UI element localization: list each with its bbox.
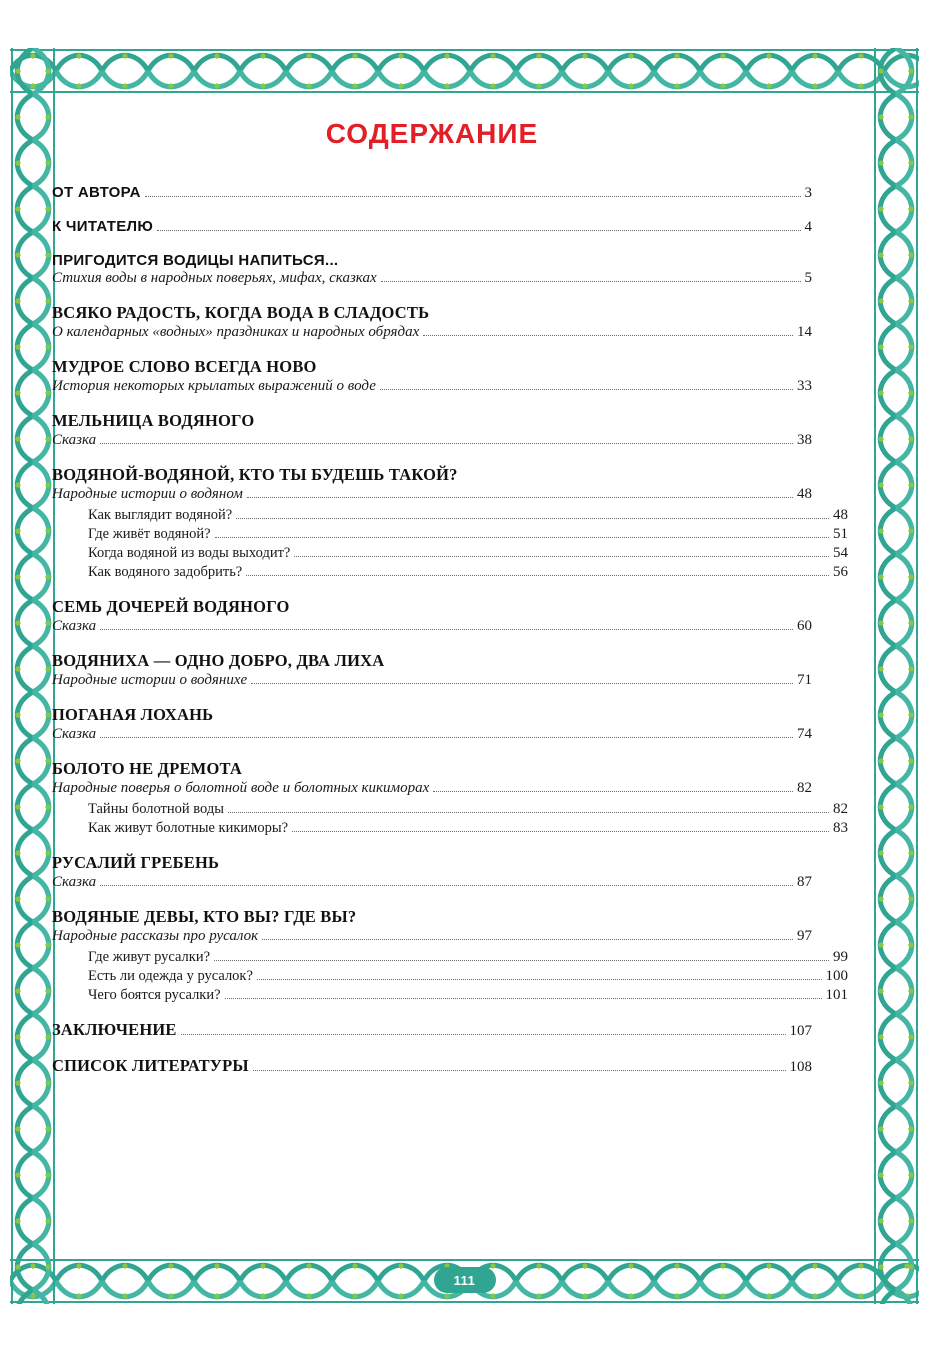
toc-entry-page: 14 xyxy=(797,324,812,340)
toc-subentry-label: Как выглядит водяной? xyxy=(88,507,233,523)
toc-entry-page: 82 xyxy=(797,780,812,796)
page-number-badge: 111 xyxy=(434,1267,496,1293)
toc-entry-heading: ОТ АВТОРА xyxy=(52,184,141,201)
toc-subentry-page: 54 xyxy=(833,545,848,561)
toc-subentry-label: Где живёт водяной? xyxy=(88,526,211,542)
dot-leader xyxy=(423,334,793,336)
toc-entry-page: 108 xyxy=(789,1059,812,1075)
toc-entry-heading: МЕЛЬНИЦА ВОДЯНОГО xyxy=(52,411,255,430)
toc-entry-page: 87 xyxy=(797,874,812,890)
dot-leader xyxy=(253,1069,786,1071)
toc-subentry-label: Где живут русалки? xyxy=(88,949,211,965)
dot-leader xyxy=(100,442,793,444)
dot-leader xyxy=(236,517,829,519)
toc-entry-list xyxy=(52,184,848,1076)
dot-leader xyxy=(215,536,829,538)
toc-entry-page: 107 xyxy=(789,1023,812,1039)
toc-entry-heading: СПИСОК ЛИТЕРАТУРЫ xyxy=(52,1056,249,1075)
toc-entry-heading: ВОДЯНОЙ-ВОДЯНОЙ, КТО ТЫ БУДЕШЬ ТАКОЙ? xyxy=(52,465,458,484)
toc-entry-page: 3 xyxy=(804,185,812,201)
toc-entry[interactable] xyxy=(52,465,848,581)
toc-entry-heading: РУСАЛИЙ ГРЕБЕНЬ xyxy=(52,853,220,872)
dot-leader xyxy=(294,555,829,557)
toc-entry[interactable] xyxy=(52,218,812,236)
toc-entry-heading: БОЛОТО НЕ ДРЕМОТА xyxy=(52,759,242,778)
toc-entry-subtitle: Сказка xyxy=(52,618,97,634)
toc-subentry-page: 48 xyxy=(833,507,848,523)
toc-entry-heading-row[interactable] xyxy=(52,218,812,236)
toc-subentry[interactable] xyxy=(88,801,848,818)
dot-leader xyxy=(380,388,793,390)
toc-entry-page: 60 xyxy=(797,618,812,634)
toc-subentry-page: 99 xyxy=(833,949,848,965)
toc-entry-heading: К ЧИТАТЕЛЮ xyxy=(52,218,154,235)
toc-entry[interactable] xyxy=(52,597,812,635)
toc-subentry-page: 56 xyxy=(833,564,848,580)
decorative-border-right xyxy=(873,48,919,1304)
toc-entry[interactable] xyxy=(52,853,812,891)
toc-entry-heading: ВОДЯНИХА — ОДНО ДОБРО, ДВА ЛИХА xyxy=(52,651,385,670)
toc-entry-heading: СЕМЬ ДОЧЕРЕЙ ВОДЯНОГО xyxy=(52,597,290,616)
toc-subentry-label: Тайны болотной воды xyxy=(88,801,224,817)
dot-leader xyxy=(257,978,822,980)
toc-entry-subtitle: Народные истории о водяном xyxy=(52,486,243,502)
toc-entry[interactable] xyxy=(52,907,848,1004)
toc-entry[interactable] xyxy=(52,184,812,202)
toc-entry-subtitle-row[interactable] xyxy=(52,672,812,689)
dot-leader xyxy=(214,959,829,961)
toc-entry-subtitle-row[interactable] xyxy=(52,378,812,395)
toc-subentry-label: Есть ли одежда у русалок? xyxy=(88,968,253,984)
toc-entry-subtitle-row[interactable] xyxy=(52,270,812,287)
toc-entry-page: 97 xyxy=(797,928,812,944)
dot-leader xyxy=(181,1033,786,1035)
toc-subentry-page: 82 xyxy=(833,801,848,817)
toc-subentry[interactable] xyxy=(88,949,848,966)
toc-entry-heading: ПРИГОДИТСЯ ВОДИЦЫ НАПИТЬСЯ... xyxy=(52,252,339,269)
dot-leader xyxy=(246,574,829,576)
toc-entry[interactable] xyxy=(52,1020,812,1040)
toc-entry[interactable] xyxy=(52,357,812,395)
toc-entry-subtitle-row[interactable] xyxy=(52,928,812,945)
toc-subentry-list xyxy=(52,949,848,1004)
toc-entry-subtitle-row[interactable] xyxy=(52,726,812,743)
toc-entry[interactable] xyxy=(52,252,812,287)
toc-entry-subtitle: Народные рассказы про русалок xyxy=(52,928,259,944)
toc-entry-subtitle-row[interactable] xyxy=(52,324,812,341)
toc-entry-subtitle: О календарных «водных» праздниках и народных обрядах xyxy=(52,324,420,340)
page-title: СОДЕРЖАНИЕ xyxy=(325,118,539,149)
toc-entry-heading: ПОГАНАЯ ЛОХАНЬ xyxy=(52,705,214,724)
dot-leader xyxy=(251,682,793,684)
table-of-contents xyxy=(52,100,848,1092)
toc-entry-subtitle-row[interactable] xyxy=(52,780,812,797)
toc-entry-subtitle-row[interactable] xyxy=(52,618,812,635)
toc-entry[interactable] xyxy=(52,411,812,449)
toc-subentry-label: Как живут болотные кикиморы? xyxy=(88,820,289,836)
toc-entry-page: 33 xyxy=(797,378,812,394)
toc-entry-page: 38 xyxy=(797,432,812,448)
toc-subentry[interactable] xyxy=(88,968,848,985)
toc-entry-subtitle: Сказка xyxy=(52,874,97,890)
toc-entry-subtitle-row[interactable] xyxy=(52,432,812,449)
toc-entry-subtitle: Сказка xyxy=(52,432,97,448)
dot-leader xyxy=(157,229,800,231)
toc-entry-subtitle: Стихия воды в народных поверьях, мифах, сказках xyxy=(52,270,377,286)
toc-subentry-page: 101 xyxy=(825,987,848,1003)
toc-entry-subtitle-row[interactable] xyxy=(52,486,812,503)
dot-leader xyxy=(381,280,801,282)
dot-leader xyxy=(100,736,793,738)
dot-leader xyxy=(225,997,822,999)
toc-subentry-label: Чего боятся русалки? xyxy=(88,987,221,1003)
dot-leader xyxy=(262,938,793,940)
toc-entry-page: 71 xyxy=(797,672,812,688)
toc-entry[interactable] xyxy=(52,1056,812,1076)
toc-entry[interactable] xyxy=(52,759,848,837)
dot-leader xyxy=(292,830,829,832)
toc-subentry[interactable] xyxy=(88,564,848,581)
toc-subentry[interactable] xyxy=(88,526,848,543)
decorative-border-left xyxy=(10,48,56,1304)
toc-entry-heading: ВСЯКО РАДОСТЬ, КОГДА ВОДА В СЛАДОСТЬ xyxy=(52,303,430,322)
toc-subentry[interactable] xyxy=(88,545,848,562)
toc-entry[interactable] xyxy=(52,705,812,743)
dot-leader xyxy=(433,790,793,792)
toc-entry-subtitle: История некоторых крылатых выражений о воде xyxy=(52,378,376,394)
toc-entry[interactable] xyxy=(52,303,812,341)
toc-subentry[interactable] xyxy=(88,987,848,1004)
toc-entry-heading-row[interactable] xyxy=(52,184,812,202)
dot-leader xyxy=(247,496,793,498)
toc-entry-subtitle: Народные истории о водянихе xyxy=(52,672,248,688)
toc-subentry-label: Когда водяной из воды выходит? xyxy=(88,545,291,561)
dot-leader xyxy=(100,884,793,886)
dot-leader xyxy=(100,628,793,630)
toc-entry-page: 5 xyxy=(804,270,812,286)
toc-entry-heading: МУДРОЕ СЛОВО ВСЕГДА НОВО xyxy=(52,357,317,376)
toc-subentry[interactable] xyxy=(88,820,848,837)
toc-entry-heading-row[interactable] xyxy=(52,1056,812,1076)
toc-subentry-list xyxy=(52,801,848,837)
dot-leader xyxy=(228,811,829,813)
toc-entry-page: 48 xyxy=(797,486,812,502)
toc-subentry-page: 51 xyxy=(833,526,848,542)
toc-subentry-page: 83 xyxy=(833,820,848,836)
toc-entry-page: 4 xyxy=(804,219,812,235)
toc-entry-heading-row[interactable] xyxy=(52,1020,812,1040)
toc-entry-subtitle: Народные поверья о болотной воде и болотных кикиморах xyxy=(52,780,430,796)
toc-entry-heading: ВОДЯНЫЕ ДЕВЫ, КТО ВЫ? ГДЕ ВЫ? xyxy=(52,907,357,926)
toc-subentry-page: 100 xyxy=(825,968,848,984)
toc-entry-heading: ЗАКЛЮЧЕНИЕ xyxy=(52,1020,177,1039)
toc-entry-page: 74 xyxy=(797,726,812,742)
toc-entry[interactable] xyxy=(52,651,812,689)
toc-subentry[interactable] xyxy=(88,507,848,524)
toc-subentry-label: Как водяного задобрить? xyxy=(88,564,243,580)
decorative-border-top xyxy=(10,48,919,94)
toc-entry-subtitle-row[interactable] xyxy=(52,874,812,891)
toc-entry-subtitle: Сказка xyxy=(52,726,97,742)
toc-subentry-list xyxy=(52,507,848,581)
dot-leader xyxy=(145,195,801,197)
